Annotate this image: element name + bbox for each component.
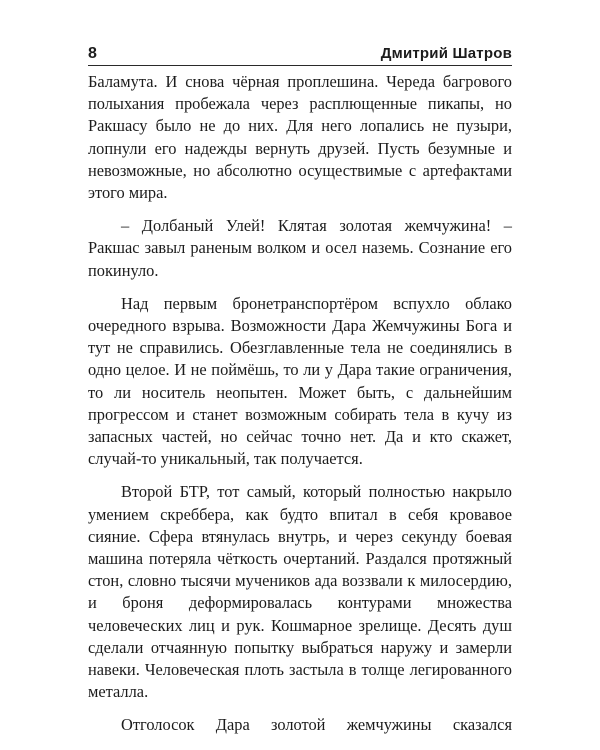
paragraph: Над первым бронетранспортёром вспухло облако очередного взрыва. Возможности Дара Жемчужины Бога и тут не справились. Обезглавленные тела не соединялись в одно целое. И не поймёшь, то ли у Дара такие ограничения, то ли носитель неопытен. Может быть, с дальнейшим прогрессом и станет возможным собирать тела в кучу из запасных частей, но сейчас точно нет. Да и кто скажет, случай-то уникальный, так получается. — [88, 293, 512, 469]
paragraph: Второй БТР, тот самый, который полностью накрыло умением скреббера, как будто впитал в себя кровавое сияние. Сфера втянулась внутрь, и через секунду боевая машина потеряла чёткость очертаний. Раздался протяжный стон, словно тысячи мучеников ада воззвали к милосердию, и броня деформировалась контурами множества человеческих лиц и рук. Кошмарное зрелище. Десять душ сделали отчаянную попытку выбраться наружу и замерли навеки. Человеческая плоть застыла в толще легированного металла. — [88, 482, 512, 702]
paragraph: – Долбаный Улей! Клятая золотая жемчужина! – Ракшас завыл раненым волком и осел наземь. Сознание его покинуло. — [88, 216, 512, 280]
page-header — [88, 44, 512, 66]
body-text — [88, 71, 512, 748]
header-rule — [88, 65, 512, 66]
running-head-author: Дмитрий Шатров — [380, 45, 512, 62]
paragraph: Баламута. И снова чёрная проплешина. Череда багрового полыхания пробежала через расплющенные пикапы, но Ракшасу было не до них. Для него лопались не пузыри, лопнули его надежды вернуть друзей. Пусть безумные и невозможные, но абсолютно осуществимые с артефактами этого мира. — [88, 72, 512, 203]
page-number: 8 — [88, 45, 97, 62]
paragraph: Отголосок Дара золотой жемчужины сказался — [121, 715, 512, 735]
